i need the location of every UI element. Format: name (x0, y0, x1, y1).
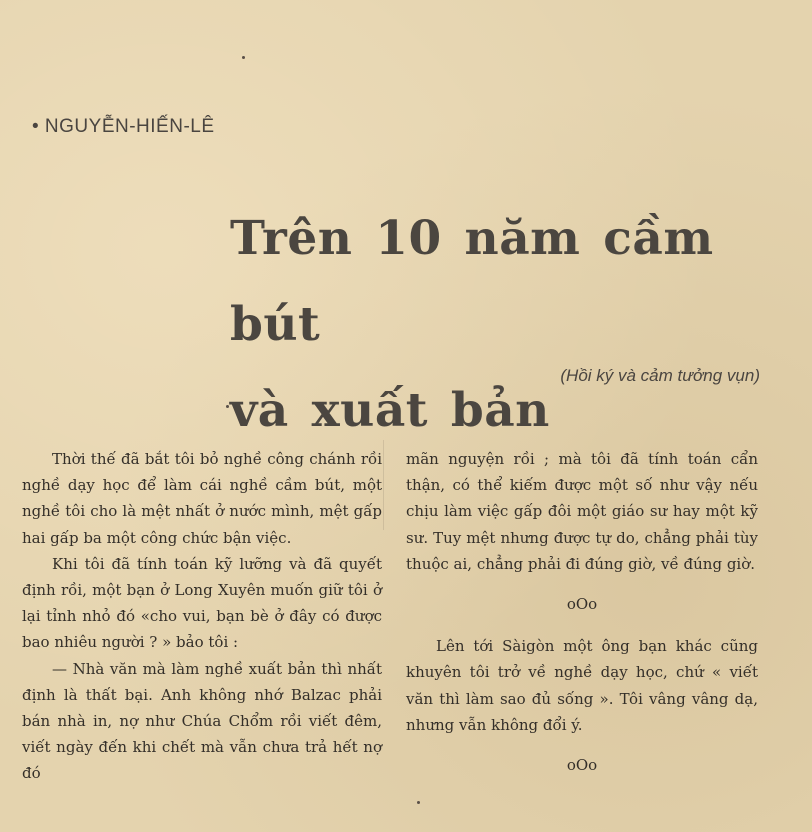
left-column (22, 446, 382, 787)
author-byline: • NGUYỄN-HIẾN-LÊ (32, 116, 215, 137)
section-ornament: oOo (566, 595, 598, 614)
article-title (230, 196, 790, 454)
paper-speck (417, 801, 420, 804)
section-ornament: oOo (566, 756, 598, 775)
paragraph: Khi tôi đã tính toán kỹ lưỡng và đã quyết định rồi, một bạn ở Long Xuyên muốn giữ tôi ở lại tỉnh nhỏ đó «cho vui, bạn bè ở đây có được bao nhiêu người ? » bảo tôi : (22, 554, 382, 652)
right-column (406, 446, 758, 794)
paper-speck (226, 405, 229, 408)
article-subtitle: (Hồi ký và cảm tưởng vụn) (560, 366, 760, 385)
paragraph: mãn nguyện rồi ; mà tôi đã tính toán cẩn thận, có thể kiếm được một số như vậy nếu chịu làm việc gấp đôi một giáo sư hay một kỹ sư. Tuy mệt nhưng được tự do, chẳng phải tùy thuộc ai, chẳng phải đi đúng giờ, về đúng giờ. (406, 450, 758, 573)
paragraph: Thời thế đã bắt tôi bỏ nghề công chánh rồi nghề dạy học để làm cái nghề cầm bút, một nghề tôi cho là mệt nhất ở nước mình, mệt gấp hai gấp ba một công chức bận việc. (22, 450, 382, 547)
paragraph: Lên tới Sàigòn một ông bạn khác cũng khuyên tôi trở về nghề dạy học, chứ « viết văn thì làm sao đủ sống ». Tôi vâng vâng dạ, nhưng vẫn không đổi ý. (406, 637, 758, 734)
title-line-1: Trên 10 năm cầm bút (230, 211, 714, 352)
paper-speck (242, 56, 245, 59)
column-divider (383, 440, 384, 530)
paragraph: — Nhà văn mà làm nghề xuất bản thì nhất định là thất bại. Anh không nhớ Balzac phải bán nhà in, nợ như Chúa Chổm rồi viết đêm, viết ngày đến khi chết mà vẫn chưa trả hết nợ đó (22, 659, 382, 783)
title-line-2: và xuất bản (230, 383, 550, 438)
